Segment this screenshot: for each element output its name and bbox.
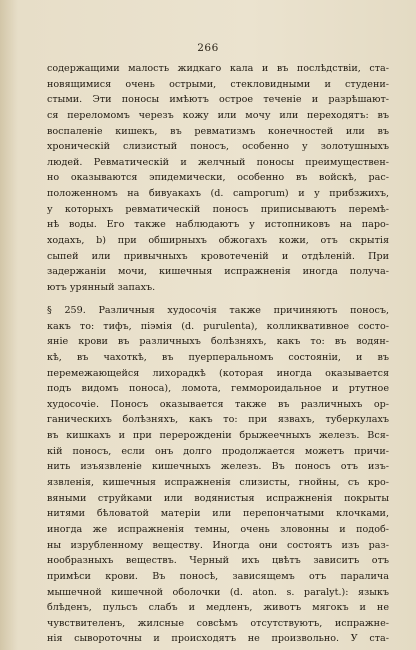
- text-line: людей. Ревматическій и желчный поносы преимуществен-: [47, 156, 389, 168]
- text-line: положенномъ на бивуакахъ (d. camporum) и у прибзжихъ,: [47, 188, 389, 200]
- text-line: блѣденъ, пульсъ слабъ и медленъ, животъ мягокъ и не: [47, 602, 389, 614]
- text-line: ны изрубленному веществу. Иногда они состоятъ изъ раз-: [47, 539, 389, 551]
- text-line: ютъ урянный запахъ.: [47, 281, 156, 293]
- text-line: язвленія, кишечныя испражненія слизисты, гнойны, съ кро-: [47, 477, 389, 489]
- page-number: 266: [197, 42, 219, 54]
- text-line: стыми. Эти поносы имѣютъ острое теченіе и разрѣшают-: [47, 94, 389, 106]
- paragraph-1: [47, 61, 389, 296]
- text-line: мышечной кишечной оболочки (d. aton. s. paralyt.): языкъ: [47, 586, 389, 598]
- text-line: хроническій слизистый поносъ, особенно у золотушныхъ: [47, 141, 389, 153]
- text-line: содержащими малость жидкаго кала и въ послѣдствіи, ста-: [47, 63, 389, 74]
- text-line: нить изъязвленіе кишечныхъ железъ. Въ поносъ отъ изъ-: [47, 461, 389, 473]
- text-line: кій поносъ, если онъ долго продолжается можетъ причи-: [47, 445, 389, 457]
- text-line: ходахъ, b) при обширныхъ обжогахъ кожи, отъ скрытія: [47, 235, 389, 247]
- text-line: задержаніи мочи, кишечныя испражненія иногда получа-: [47, 266, 389, 278]
- paragraph-2: [47, 303, 389, 647]
- text-line: въ кишкахъ и при перерожденіи брыжеечныхъ железъ. Вся-: [47, 430, 389, 442]
- text-line: у которыхъ ревматическій поносъ приписываютъ перемѣ-: [47, 203, 389, 215]
- text-line: яніе крови въ различныхъ болѣзняхъ, какъ то: въ водян-: [47, 336, 389, 348]
- text-line: худосочіе. Поносъ оказывается также въ различныхъ ор-: [47, 398, 389, 410]
- text-line: новящимися очень острыми, стекловидными и студени-: [47, 78, 389, 90]
- text-line: иногда же испражненія темны, очень зловонны и подоб-: [47, 523, 389, 535]
- text-line: но оказываются эпидемически, особенно въ войскѣ, рас-: [47, 172, 389, 184]
- text-line: нѣ воды. Его также наблюдаютъ у истопниковъ на паро-: [47, 219, 389, 231]
- text-line: ганическихъ болѣзняхъ, какъ то: при язвахъ, туберкулахъ: [47, 414, 389, 426]
- text-line: сыпей или привычныхъ кровотеченій и отдѣленій. При: [47, 250, 389, 262]
- text-line: ся переломомъ черезъ кожу или мочу или переходятъ: въ: [47, 109, 389, 121]
- text-line: вяными струйками или водянистыя испражненія покрыты: [47, 492, 389, 504]
- text-line: § 259. Различныя худосочія также причиняютъ поносъ,: [47, 305, 389, 316]
- text-line: примѣси крови. Въ поносѣ, зависящемъ отъ паралича: [47, 570, 389, 582]
- text-line: нитями бѣловатой матеріи или перепончатыми клочками,: [47, 508, 389, 520]
- text-line: воспаленіе кишекъ, въ ревматизмъ конечностей или въ: [47, 125, 389, 137]
- text-line: какъ то: тифъ, піэмія (d. purulenta), колликвативное состо-: [47, 320, 389, 332]
- text-line: кѣ, въ чахоткѣ, въ пуерперальномъ состояніи, и въ: [47, 351, 389, 363]
- text-line: подъ видомъ поноса), ломота, геммороидальное и ртутное: [47, 383, 389, 395]
- text-line: нія сывороточны и происходятъ не произвольно. У ста-: [47, 633, 389, 645]
- text-line: чувствителенъ, жилсные совсѣмъ отсутствуютъ, испражне-: [47, 617, 389, 629]
- text-line: перемежающейся лихорадкѣ (которая иногда оказывается: [47, 367, 389, 379]
- text-line: нообразныхъ веществъ. Черный ихъ цвѣтъ зависитъ отъ: [47, 555, 389, 567]
